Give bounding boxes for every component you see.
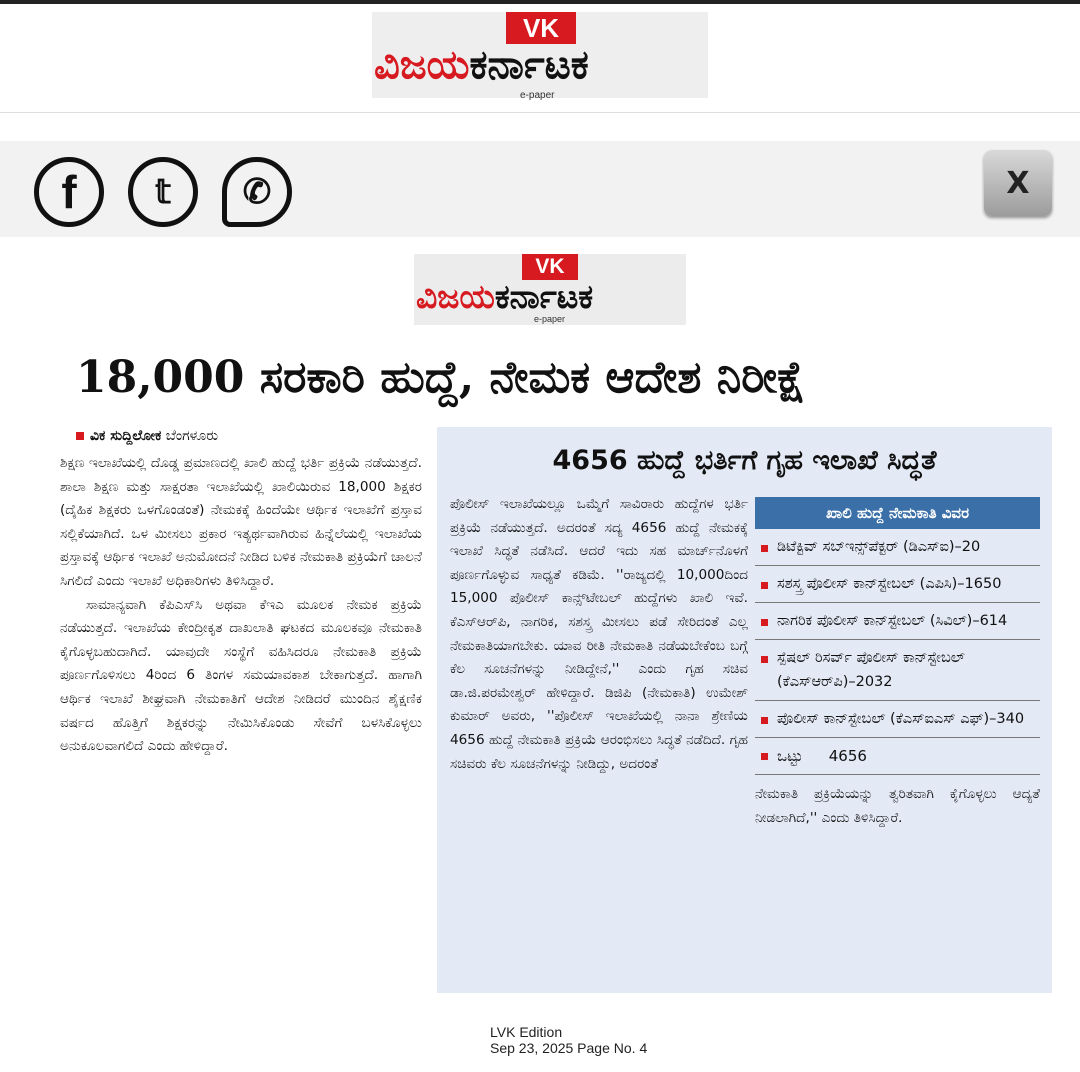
bullet-icon <box>761 545 768 552</box>
twitter-share-icon[interactable]: 𝕥 <box>128 157 198 227</box>
byline <box>76 428 218 444</box>
logo-tagline: e-paper <box>520 90 555 101</box>
edition-name: LVK Edition <box>490 1024 563 1040</box>
site-header <box>0 4 1080 113</box>
byline-source: ವಿಕ ಸುದ್ದಿಲೋಕ <box>90 428 162 444</box>
vacancy-item <box>755 603 1040 640</box>
bullet-icon <box>761 717 768 724</box>
vacancy-label: ಸ್ಪೆಷಲ್ ರಿಸರ್ವ್ ಪೊಲೀಸ್ ಕಾನ್‌ಸ್ಟೇಬಲ್ (ಕೆಎಸ್‌ಆರ್‌ಪಿ) <box>777 650 965 690</box>
vacancy-heading: ಖಾಲಿ ಹುದ್ದೆ ನೇಮಕಾತಿ ವಿವರ <box>755 497 1040 529</box>
whatsapp-share-icon[interactable]: ✆ <box>222 157 292 227</box>
vacancy-count: –2032 <box>848 674 893 690</box>
vacancy-count: –614 <box>972 613 1008 629</box>
vacancy-item <box>755 566 1040 603</box>
byline-bullet-icon <box>76 432 84 440</box>
vacancy-note: ನೇಮಕಾತಿ ಪ್ರಕ್ರಿಯೆಯನ್ನು ತ್ವರಿತವಾಗಿ ಕೈಗೊಳ್ಳಲು ಆದ್ಯತೆ ನೀಡಲಾಗಿದೆ,'' ಎಂದು ತಿಳಿಸಿದ್ದಾರೆ. <box>755 786 1040 826</box>
vacancy-label: ಪೊಲೀಸ್ ಕಾನ್‌ಸ್ಟೇಬಲ್ (ಕೆಎಸ್‌ಐಎಸ್ ಎಫ್) <box>777 711 990 727</box>
vacancy-label: ಡಿಟೆಕ್ಟಿವ್ ಸಬ್‌ಇನ್ಸ್‌ಪೆಕ್ಟರ್ (ಡಿಎಸ್ಐ) <box>777 539 955 555</box>
article-logo-vk-badge: VK <box>522 254 578 280</box>
vacancy-item <box>755 701 1040 738</box>
logo-name-black: ಕರ್ನಾಟಕ <box>469 42 589 88</box>
article-body <box>60 452 422 1012</box>
vacancy-item <box>755 529 1040 566</box>
police-recruitment-box <box>437 427 1052 993</box>
box-body: ಪೊಲೀಸ್ ಇಲಾಖೆಯಲ್ಲೂ ಒಮ್ಮೆಗೆ ಸಾವಿರಾರು ಹುದ್ದೆಗಳ ಭರ್ತಿ ಪ್ರಕ್ರಿಯೆ ನಡೆಯುತ್ತದೆ. ಅದರಂತೆ ಸದ್ಯ 4656 ಹುದ್ದೆ ನೇಮಕಕ್ಕೆ ಇಲಾಖೆ ಸಿದ್ಧತೆ ನಡೆಸಿದೆ. ಆದರೆ ಇದು ಸಹ ಮಾರ್ಚ್‌ನೊಳಗೆ ಪೂರ್ಣಗೊಳ್ಳುವ ಸಾಧ್ಯತೆ ಕಡಿಮೆ. ''ರಾಜ್ಯದಲ್ಲಿ 10,000ದಿಂದ 15,000 ಪೊಲೀಸ್ ಕಾನ್ಸ್‌ಟೇಬಲ್ ಹುದ್ದೆಗಳು ಖಾಲಿ ಇವೆ. ಕೆಎಸ್‌ಆರ್‌ಪಿ, ನಾಗರಿಕ, ಸಶಸ್ತ್ರ ಮೀಸಲು ಪಡೆ ಸೇರಿದಂತೆ ಎಲ್ಲ ನೇಮಕಾತಿಯಾಗಬೇಕು. ಯಾವ ರೀತಿ ನೇಮಕಾತಿ ನಡೆಯಬೇಕೆಂಬ ಬಗ್ಗೆ ಕೆಲ ಸೂಚನೆಗಳನ್ನು ನೀಡಿದ್ದೇನೆ,'' ಎಂದು ಗೃಹ ಸಚಿವ ಡಾ.ಜಿ.ಪರಮೇಶ್ವರ್ ಹೇಳಿದ್ದಾರೆ. ಡಿಜಿಪಿ (ನೇಮಕಾತಿ) ಉಮೇಶ್ ಕುಮಾರ್ ಅವರು, ''ಪೊಲೀಸ್ ಇಲಾಖೆಯಲ್ಲಿ ನಾನಾ ಶ್ರೇಣಿಯ 4656 ಹುದ್ದೆ ನೇಮಕಾತಿ ಪ್ರಕ್ರಿಯೆ ಆರಂಭಿಸಲು ಸಿದ್ಧತೆ ನಡೆದಿದೆ. ಗೃಹ ಸಚಿವರು ಕೆಲ ಸೂಚನೆಗಳನ್ನು ನೀಡಿದ್ದು, ಅದರಂತೆ <box>450 496 748 772</box>
site-logo[interactable] <box>372 12 708 101</box>
total-label: ಒಟ್ಟು <box>777 747 803 765</box>
article-paragraph: ಶಿಕ್ಷಣ ಇಲಾಖೆಯಲ್ಲಿ ದೊಡ್ಡ ಪ್ರಮಾಣದಲ್ಲಿ ಖಾಲಿ ಹುದ್ದೆ ಭರ್ತಿ ಪ್ರಕ್ರಿಯೆ ನಡೆಯುತ್ತದೆ. ಶಾಲಾ ಶಿಕ್ಷಣ ಮತ್ತು ಸಾಕ್ಷರತಾ ಇಲಾಖೆಯಲ್ಲಿ ಖಾಲಿಯಿರುವ 18,000 ಶಿಕ್ಷಕರ (ದೈಹಿಕ ಶಿಕ್ಷಕರು ಒಳಗೊಂಡಂತೆ) ನೇಮಕಕ್ಕೆ ಹಿಂದೆಯೇ ಆರ್ಥಿಕ ಇಲಾಖೆಗೆ ಪ್ರಸ್ತಾವ ಸಲ್ಲಿಕೆಯಾಗಿದೆ. ಒಳ ಮೀಸಲು ಪ್ರಕಾರ ಇತ್ಯರ್ಥವಾಗಿರುವ ಹಿನ್ನೆಲೆಯಲ್ಲಿ ಇಲಾಖೆಯ ಪ್ರಸ್ತಾವಕ್ಕೆ ಆರ್ಥಿಕ ಇಲಾಖೆ ಅನುಮೋದನೆ ನೀಡಿದ ಬಳಿಕ ನೇಮಕಾತಿ ಪ್ರಕ್ರಿಯೆಗೆ ಚಾಲನೆ ಸಿಗಲಿದೆ ಎಂದು ಇಲಾಖೆ ಅಧಿಕಾರಿಗಳು ತಿಳಿಸಿದ್ದಾರೆ. <box>60 455 422 589</box>
vacancy-item <box>755 640 1040 701</box>
bullet-icon <box>761 619 768 626</box>
logo-vk-badge: VK <box>506 12 576 44</box>
vacancy-label: ನಾಗರಿಕ ಪೊಲೀಸ್ ಕಾನ್‌ಸ್ಟೇಬಲ್ (ಸಿವಿಲ್) <box>777 613 973 629</box>
article-paragraph: ಸಾಮಾನ್ಯವಾಗಿ ಕೆಪಿಎಸ್‌ಸಿ ಅಥವಾ ಕೆಇಎ ಮೂಲಕ ನೇಮಕ ಪ್ರಕ್ರಿಯೆ ನಡೆಯುತ್ತದೆ. ಇಲಾಖೆಯ ಕೇಂದ್ರೀಕೃತ ದಾಖಲಾತಿ ಘಟಕದ ಮೂಲಕವೂ ನೇಮಕಾತಿ ಕೈಗೊಳ್ಳಬಹುದಾಗಿದೆ. ಯಾವುದೇ ಸಂಸ್ಥೆಗೆ ವಹಿಸಿದರೂ ನೇಮಕಾತಿ ಪ್ರಕ್ರಿಯೆ ಪೂರ್ಣಗೊಳಿಸಲು 4ರಿಂದ 6 ತಿಂಗಳ ಸಮಯಾವಕಾಶ ಬೇಕಾಗುತ್ತದೆ. ಹಾಗಾಗಿ ಆರ್ಥಿಕ ಇಲಾಖೆ ಶೀಘ್ರವಾಗಿ ನೇಮಕಾತಿಗೆ ಆದೇಶ ನೀಡಿದರೆ ಮುಂದಿನ ಶೈಕ್ಷಣಿಕ ವರ್ಷದ ಹೊತ್ತಿಗೆ ಶಿಕ್ಷಕರನ್ನು ನೇಮಿಸಿಕೊಂಡು ಸೇವೆಗೆ ಬಳಸಿಕೊಳ್ಳಲು ಅನುಕೂಲವಾಗಲಿದೆ ಎಂದು ಹೇಳಿದ್ದಾರೆ. <box>60 596 422 755</box>
bullet-icon <box>761 753 768 760</box>
bullet-icon <box>761 582 768 589</box>
article-logo-wordmark <box>416 278 593 316</box>
facebook-share-icon[interactable]: f <box>34 157 104 227</box>
vacancy-total <box>755 738 1040 775</box>
box-title: 4656 ಹುದ್ದೆ ಭರ್ತಿಗೆ ಗೃಹ ಇಲಾಖೆ ಸಿದ್ಧತೆ <box>552 445 937 476</box>
vacancy-panel <box>755 497 1040 985</box>
article-logo-tagline: e-paper <box>534 314 566 324</box>
article-logo-name-black: ಕರ್ನಾಟಕ <box>494 277 594 316</box>
bullet-icon <box>761 656 768 663</box>
byline-place: ಬೆಂಗಳೂರು <box>165 428 219 444</box>
vacancy-count: –20 <box>954 539 981 555</box>
vacancy-count: –1650 <box>957 576 1002 592</box>
logo-name-red: ವಿಜಯ <box>374 42 470 88</box>
total-value: 4656 <box>828 747 867 765</box>
vacancy-count: –340 <box>989 711 1025 727</box>
logo-wordmark <box>374 42 589 88</box>
share-bar <box>0 141 1080 237</box>
edition-date-page: Sep 23, 2025 Page No. 4 <box>490 1040 648 1056</box>
article-logo <box>414 254 686 325</box>
close-button[interactable]: X <box>984 150 1052 216</box>
article-headline: 18,000 ಸರಕಾರಿ ಹುದ್ದೆ, ನೇಮಕ ಆದೇಶ ನಿರೀಕ್ಷೆ <box>76 352 806 403</box>
vacancy-label: ಸಶಸ್ತ್ರ ಪೊಲೀಸ್ ಕಾನ್‌ಸ್ಟೇಬಲ್ (ಎಪಿಸಿ) <box>777 576 958 592</box>
edition-info <box>490 1024 647 1056</box>
article-logo-name-red: ವಿಜಯ <box>416 277 495 316</box>
